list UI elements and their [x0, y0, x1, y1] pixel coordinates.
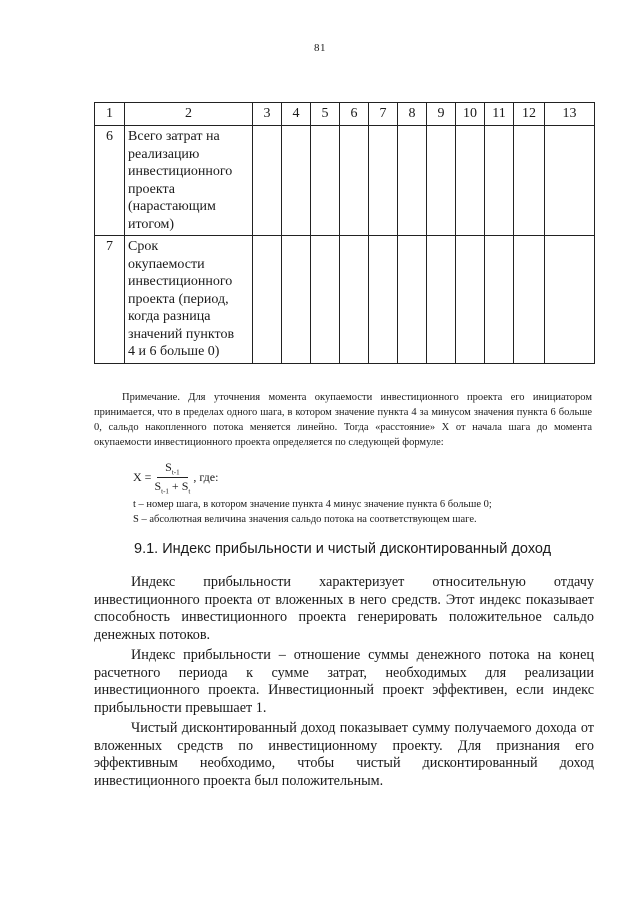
row-number: 6	[95, 126, 125, 236]
row-label-line: Срок	[128, 239, 159, 254]
table-header-row	[95, 103, 595, 126]
table-cell	[340, 236, 369, 364]
row-label-line: проекта (период,	[128, 291, 229, 307]
column-header: 5	[311, 103, 340, 126]
column-header: 1	[95, 103, 125, 126]
investment-table	[94, 102, 595, 364]
formula-plus: +	[168, 479, 182, 494]
table-cell	[514, 126, 545, 236]
table-cell	[514, 236, 545, 364]
formula-var: S	[181, 479, 189, 494]
table-row	[95, 126, 595, 236]
column-header: 9	[427, 103, 456, 126]
column-header: 10	[456, 103, 485, 126]
table-cell	[340, 126, 369, 236]
formula-definitions	[133, 497, 603, 527]
table-cell	[369, 126, 398, 236]
table-cell	[311, 236, 340, 364]
row-label-line: реализацию	[128, 146, 200, 162]
formula-sub: t	[188, 487, 191, 496]
table-cell	[485, 126, 514, 236]
table-row	[95, 236, 595, 364]
table-cell	[398, 236, 427, 364]
column-header: 4	[282, 103, 311, 126]
formula-var: S	[165, 460, 172, 474]
row-label-line: 4 и 6 больше 0)	[128, 344, 220, 359]
formula-numerator	[157, 460, 187, 478]
formula-var: S	[154, 479, 162, 494]
formula-denominator	[154, 478, 190, 495]
row-label-line: окупаемости	[128, 256, 205, 272]
row-label-line: значений пунктов	[128, 326, 235, 342]
formula-suffix: , где:	[193, 470, 219, 485]
column-header: 11	[485, 103, 514, 126]
column-header: 6	[340, 103, 369, 126]
column-header: 12	[514, 103, 545, 126]
table-cell	[545, 126, 595, 236]
table-cell	[311, 126, 340, 236]
paragraph: Чистый дисконтированный доход показывает сумму получаемого дохода от вложенных средств по инвестиционному проекту. Для признания его эффективным необходимо, чтобы чистый дисконтированный доход инвестиционного проекта был положительным.	[94, 720, 594, 789]
row-number: 7	[95, 236, 125, 364]
table-cell	[427, 126, 456, 236]
definition-line: S – абсолютная величина значения сальдо потока на соответствующем шаге.	[133, 514, 477, 525]
definition-line: t – номер шага, в котором значение пункта 4 минус значение пункта 6 больше 0;	[133, 499, 492, 510]
row-label-line: инвестиционного	[128, 164, 233, 179]
table-cell	[398, 126, 427, 236]
row-label-line: итогом)	[128, 216, 175, 232]
formula-sub: t-1	[171, 468, 180, 477]
payback-formula	[133, 460, 218, 496]
table-cell	[253, 236, 282, 364]
table-cell	[369, 236, 398, 364]
body-text	[94, 570, 594, 790]
row-label-line: Всего затрат на	[128, 129, 220, 144]
table-cell	[545, 236, 595, 364]
note-text: Примечание. Для уточнения момента окупаемости инвестиционного проекта его инициатором принимается, что в пределах одного шага, в котором значение пункта 4 за минусом значения пункта 6 больше 0, сальдо накопленного потока меняется линейно. Тогда «расстояние» X от начала шага до момента окупаемости инвестиционного проекта определяется по следующей формуле:	[94, 392, 592, 448]
row-label-line: когда разница	[128, 309, 211, 324]
row-label	[125, 126, 253, 236]
section-title: 9.1. Индекс прибыльности и чистый дисконтированный доход	[134, 541, 552, 557]
table-cell	[282, 126, 311, 236]
table-cell	[253, 126, 282, 236]
table-note	[94, 390, 592, 450]
table-cell	[456, 126, 485, 236]
page-number: 81	[314, 42, 326, 54]
row-label	[125, 236, 253, 364]
row-label-line: (нарастающим	[128, 199, 216, 214]
table-cell	[485, 236, 514, 364]
column-header: 2	[125, 103, 253, 126]
row-label-line: проекта	[128, 181, 175, 197]
column-header: 3	[253, 103, 282, 126]
paragraph: Индекс прибыльности характеризует относительную отдачу инвестиционного проекта от вложенных в него средств. Этот индекс показывает способность инвестиционного проекта генерировать положительное сальдо денежных потоков.	[94, 574, 594, 643]
formula-sub: t-1	[161, 487, 169, 496]
table-cell	[456, 236, 485, 364]
formula-lhs: X =	[133, 470, 152, 485]
column-header: 7	[369, 103, 398, 126]
table-cell	[282, 236, 311, 364]
paragraph: Индекс прибыльности – отношение суммы денежного потока на конец расчетного периода к сумме затрат, необходимых для реализации инвестиционного проекта. Инвестиционный проект эффективен, если индекс прибыльности превышает 1.	[94, 647, 594, 716]
column-header: 13	[545, 103, 595, 126]
formula-fraction	[154, 460, 190, 496]
table-cell	[427, 236, 456, 364]
column-header: 8	[398, 103, 427, 126]
row-label-line: инвестиционного	[128, 274, 233, 289]
